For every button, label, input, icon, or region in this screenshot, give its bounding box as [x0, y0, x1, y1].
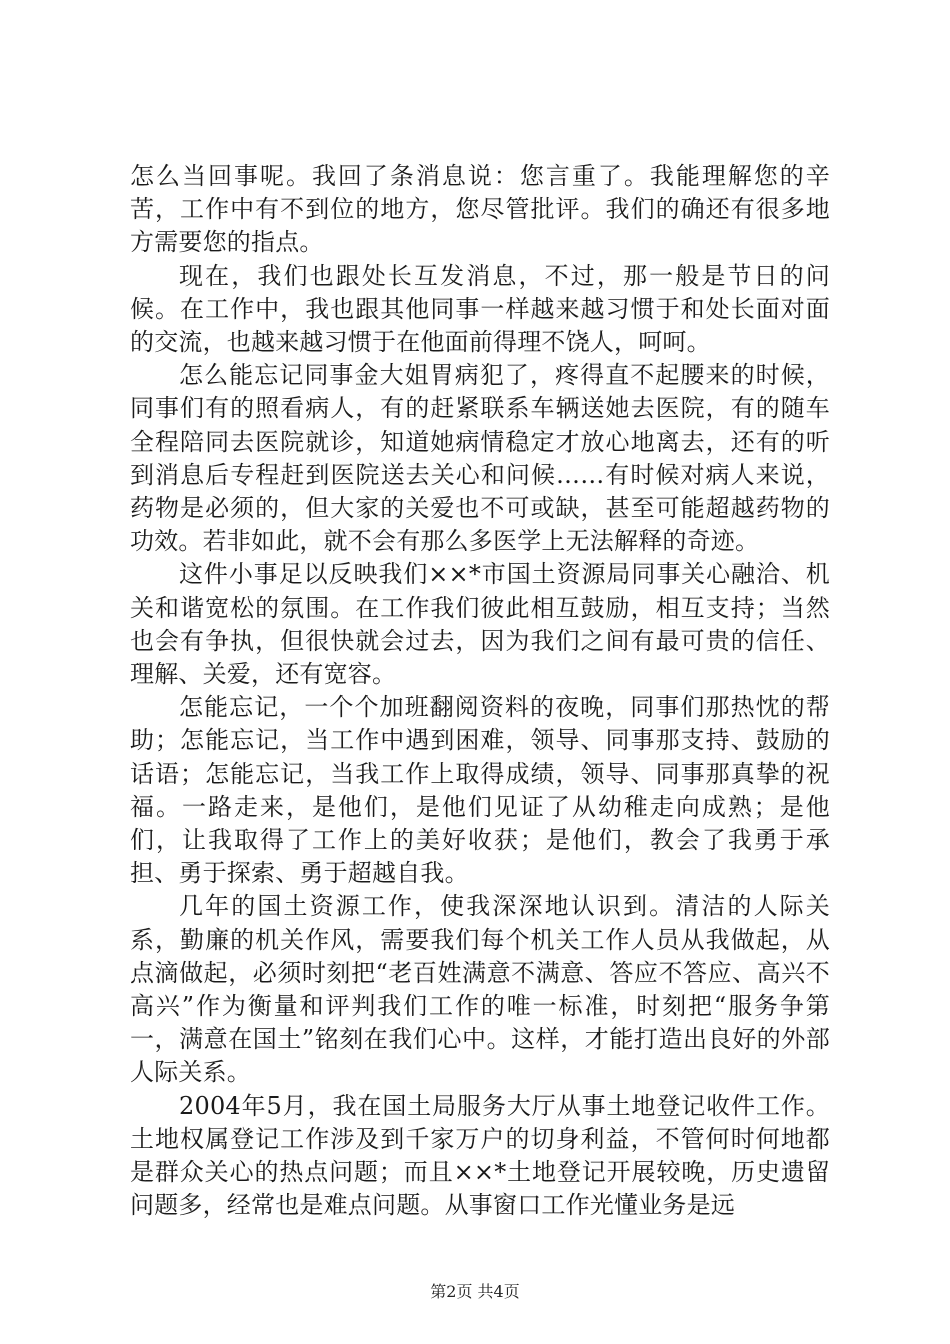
page-number-footer: 第2页 共4页 — [430, 1282, 520, 1301]
paragraph-4: 这件小事足以反映我们××*市国土资源局同事关心融洽、机关和谐宽松的氛围。在工作我们彼此相互鼓励，相互支持；当然也会有争执，但很快就会过去，因为我们之间有最可贵的信任、理解、关爱，还有宽容。 — [130, 560, 830, 689]
paragraph-6: 几年的国土资源工作，使我深深地认识到。清洁的人际关系，勤廉的机关作风，需要我们每个机关工作人员从我做起，从点滴做起，必须时刻把“老百姓满意不满意、答应不答应、高兴不高兴”作为衡量和评判我们工作的唯一标准，时刻把“服务争第一，满意在国土”铭刻在我们心中。这样，才能打造出良好的外部人际关系。 — [130, 892, 830, 1087]
paragraph-3: 怎么能忘记同事金大姐胃病犯了，疼得直不起腰来的时候，同事们有的照看病人，有的赶紧联系车辆送她去医院，有的随车全程陪同去医院就诊，知道她病情稳定才放心地离去，还有的听到消息后专程赶到医院送去关心和问候……有时候对病人来说，药物是必须的，但大家的关爱也不可或缺，甚至可能超越药物的功效。若非如此，就不会有那么多医学上无法解释的奇迹。 — [130, 361, 830, 556]
document-body — [130, 160, 830, 1223]
paragraph-1: 怎么当回事呢。我回了条消息说：您言重了。我能理解您的辛苦，工作中有不到位的地方，您尽管批评。我们的确还有很多地方需要您的指点。 — [130, 162, 830, 257]
paragraph-2: 现在，我们也跟处长互发消息，不过，那一般是节日的问候。在工作中，我也跟其他同事一样越来越习惯于和处长面对面的交流，也越来越习惯于在他面前得理不饶人，呵呵。 — [130, 261, 830, 357]
paragraph-5: 怎能忘记，一个个加班翻阅资料的夜晚，同事们那热忱的帮助；怎能忘记，当工作中遇到困难，领导、同事那支持、鼓励的话语；怎能忘记，当我工作上取得成绩，领导、同事那真挚的祝福。一路走来，是他们，是他们见证了从幼稚走向成熟；是他们，让我取得了工作上的美好收获；是他们，教会了我勇于承担、勇于探索、勇于超越自我。 — [130, 693, 830, 888]
paragraph-7: 2004年5月，我在国土局服务大厅从事土地登记收件工作。土地权属登记工作涉及到千家万户的切身利益，不管何时何地都是群众关心的热点问题；而且××*土地登记开展较晚，历史遗留问题多，经常也是难点问题。从事窗口工作光懂业务是远 — [130, 1091, 830, 1220]
